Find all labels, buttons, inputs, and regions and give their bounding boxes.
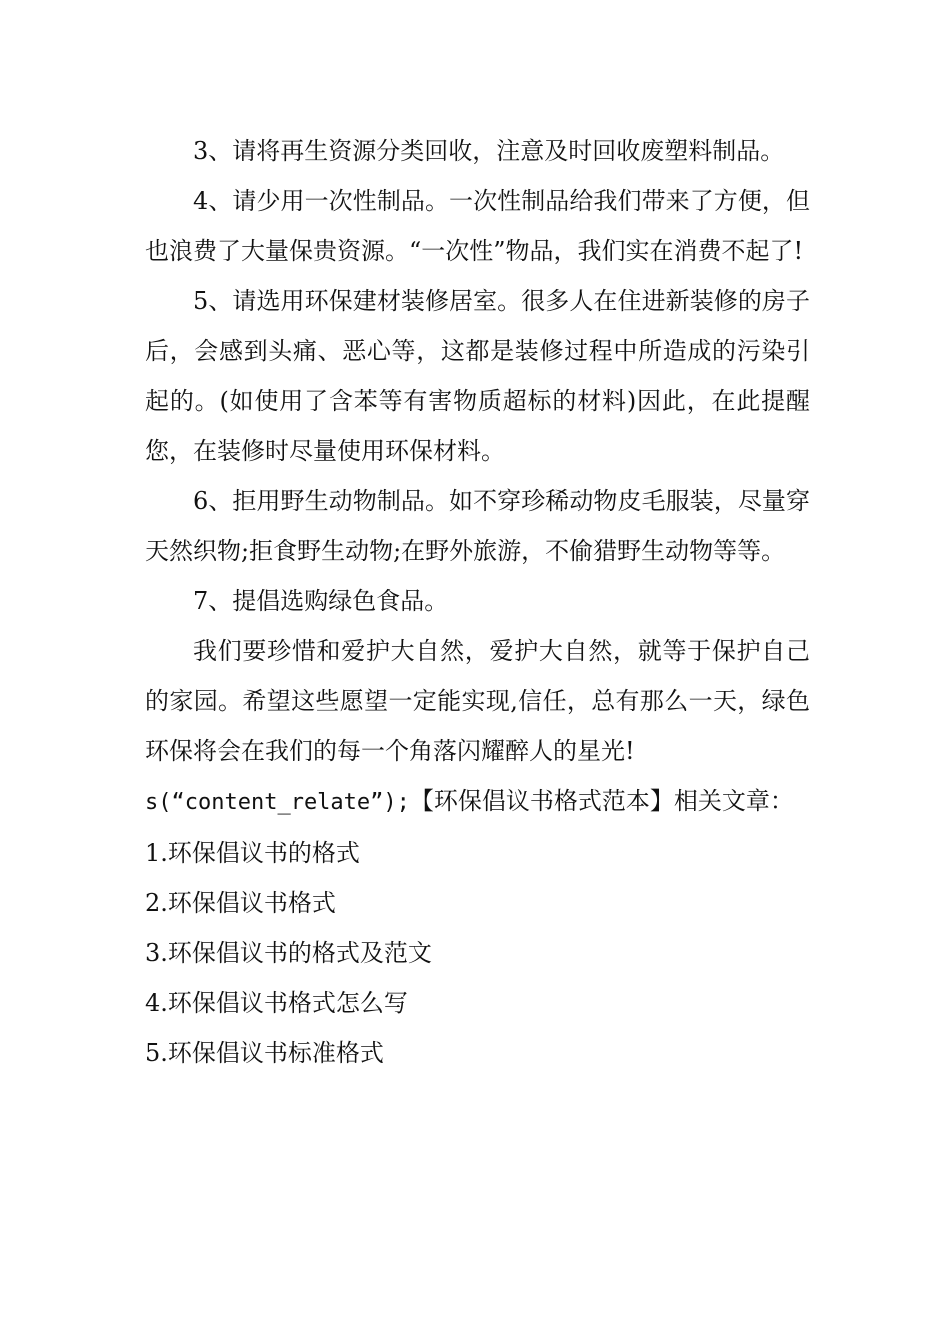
- script-residue-text: s(“content_relate”);: [145, 790, 410, 815]
- related-articles-list: [145, 828, 810, 1078]
- document-page: [145, 126, 810, 1078]
- related-heading-text: 【环保倡议书格式范本】相关文章：: [409, 787, 794, 815]
- related-article-link[interactable]: 4.环保倡议书格式怎么写: [145, 989, 408, 1017]
- paragraph-item-7: 7、提倡选购绿色食品。: [193, 587, 449, 615]
- paragraph-item-3: 3、请将再生资源分类回收，注意及时回收废塑料制品。: [193, 137, 785, 165]
- related-article-link[interactable]: 2.环保倡议书格式: [145, 889, 336, 917]
- closing-paragraph: 我们要珍惜和爱护大自然，爱护大自然，就等于保护自己的家园。希望这些愿望一定能实现,信任，总有那么一天，绿色环保将会在我们的每一个角落闪耀醉人的星光!: [145, 637, 810, 765]
- paragraph-item-4: 4、请少用一次性制品。一次性制品给我们带来了方便，但也浪费了大量保贵资源。“一次性”物品，我们实在消费不起了!: [145, 187, 810, 265]
- related-article-link[interactable]: 1.环保倡议书的格式: [145, 839, 360, 867]
- paragraph-item-5: 5、请选用环保建材装修居室。很多人在住进新装修的房子后，会感到头痛、恶心等，这都是装修过程中所造成的污染引起的。(如使用了含苯等有害物质超标的材料)因此，在此提醒您，在装修时尽量使用环保材料。: [145, 287, 810, 465]
- related-articles-heading: [145, 776, 810, 828]
- paragraph-item-6: 6、拒用野生动物制品。如不穿珍稀动物皮毛服装，尽量穿天然织物;拒食野生动物;在野外旅游，不偷猎野生动物等等。: [145, 487, 810, 565]
- related-article-link[interactable]: 5.环保倡议书标准格式: [145, 1039, 384, 1067]
- related-article-link[interactable]: 3.环保倡议书的格式及范文: [145, 939, 432, 967]
